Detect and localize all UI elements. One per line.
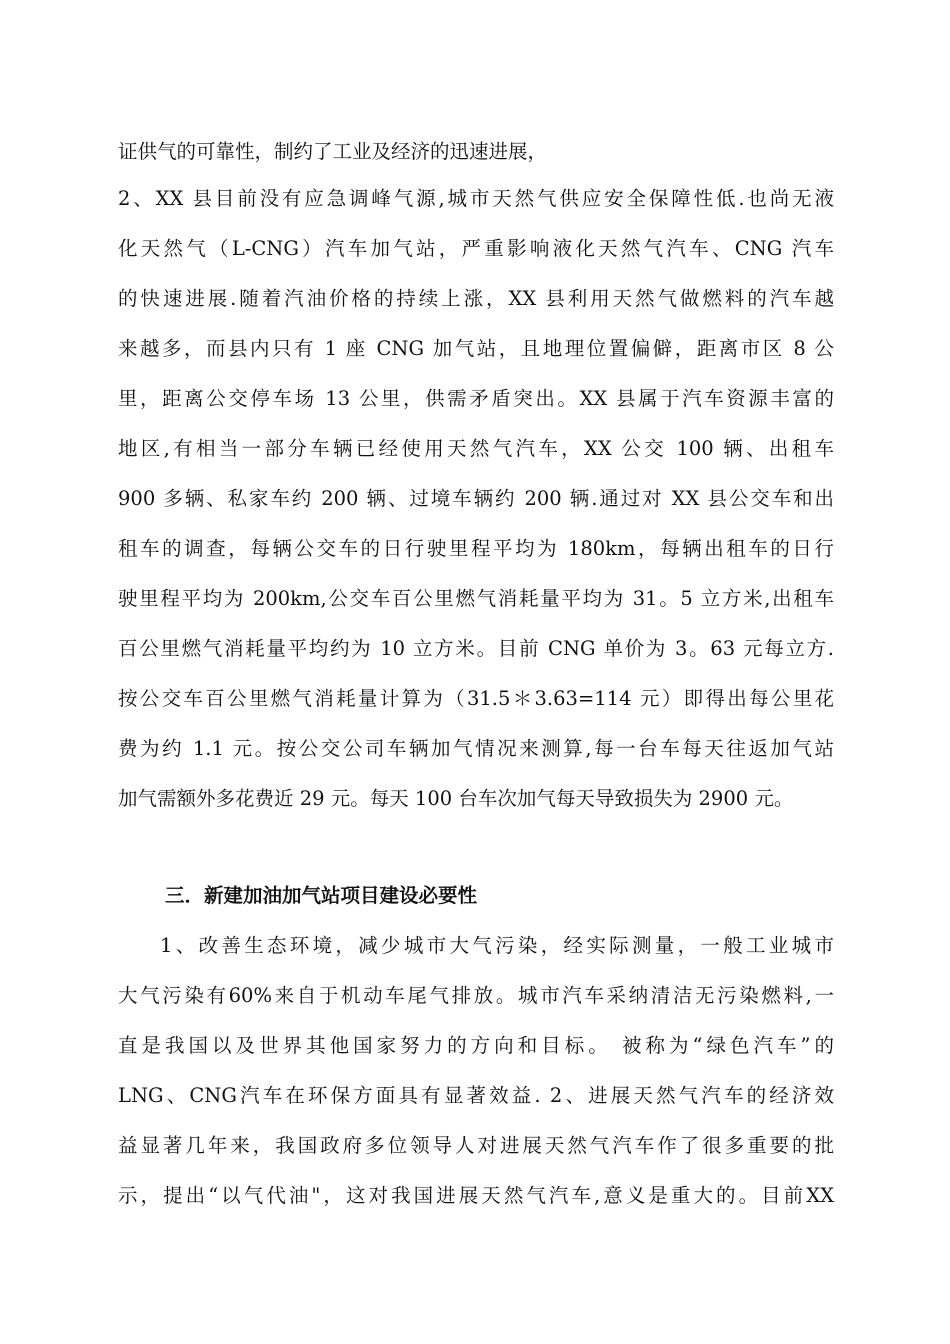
paragraph-line: 900 多辆、私家车约 200 辆、过境车辆约 200 辆.通过对 XX 县公交车和出	[118, 487, 834, 510]
paragraph-line: 按公交车百公里燃气消耗量计算为（31.5＊3.63=114 元）即得出每公里花	[118, 687, 834, 710]
paragraph-line: 2、XX 县目前没有应急调峰气源,城市天然气供应安全保障性低.也尚无液	[118, 187, 834, 210]
paragraph-line: 证供气的可靠性，制约了工业及经济的迅速进展，	[118, 140, 548, 163]
paragraph-line: 示，提出“以气代油"，这对我国进展天然气汽车,意义是重大的。目前XX	[118, 1184, 834, 1207]
paragraph-line: 里，距离公交停车场 13 公里，供需矛盾突出。XX 县属于汽车资源丰富的	[118, 387, 834, 410]
paragraph-line: 驶里程平均为 200km,公交车百公里燃气消耗量平均为 31。5 立方米,出租车	[118, 587, 834, 610]
paragraph-line: 百公里燃气消耗量平均约为 10 立方米。目前 CNG 单价为 3。63 元每立方.	[118, 637, 834, 660]
paragraph-line: 化天然气（L-CNG）汽车加气站，严重影响液化天然气汽车、CNG 汽车	[118, 237, 834, 260]
paragraph-line: 租车的调查，每辆公交车的日行驶里程平均为 180km，每辆出租车的日行	[118, 537, 834, 560]
paragraph-line: 费为约 1.1 元。按公交公司车辆加气情况来测算,每一台车每天往返加气站	[118, 737, 834, 760]
paragraph-line: 地区,有相当一部分车辆已经使用天然气汽车，XX 公交 100 辆、出租车	[118, 437, 834, 460]
section-heading: 三．新建加油加气站项目建设必要性	[165, 884, 478, 907]
paragraph-line: LNG、CNG汽车在环保方面具有显著效益. 2、进展天然气汽车的经济效	[118, 1084, 834, 1107]
paragraph-line: 大气污染有60%来自于机动车尾气排放。城市汽车采纳清洁无污染燃料,一	[118, 984, 834, 1007]
paragraph-line: 来越多，而县内只有 1 座 CNG 加气站，且地理位置偏僻，距离市区 8 公	[118, 337, 834, 360]
paragraph-line: 的快速进展.随着汽油价格的持续上涨，XX 县利用天然气做燃料的汽车越	[118, 287, 834, 310]
paragraph-line: 益显著几年来，我国政府多位领导人对进展天然气汽车作了很多重要的批	[118, 1134, 834, 1157]
paragraph-line: 加气需额外多花费近 29 元。每天 100 台车次加气每天导致损失为 2900 元。	[118, 787, 794, 810]
paragraph-line: 1、改善生态环境，减少城市大气污染，经实际测量，一般工业城市	[160, 934, 834, 957]
paragraph-line: 直是我国以及世界其他国家努力的方向和目标。 被称为“绿色汽车”的	[118, 1034, 834, 1057]
